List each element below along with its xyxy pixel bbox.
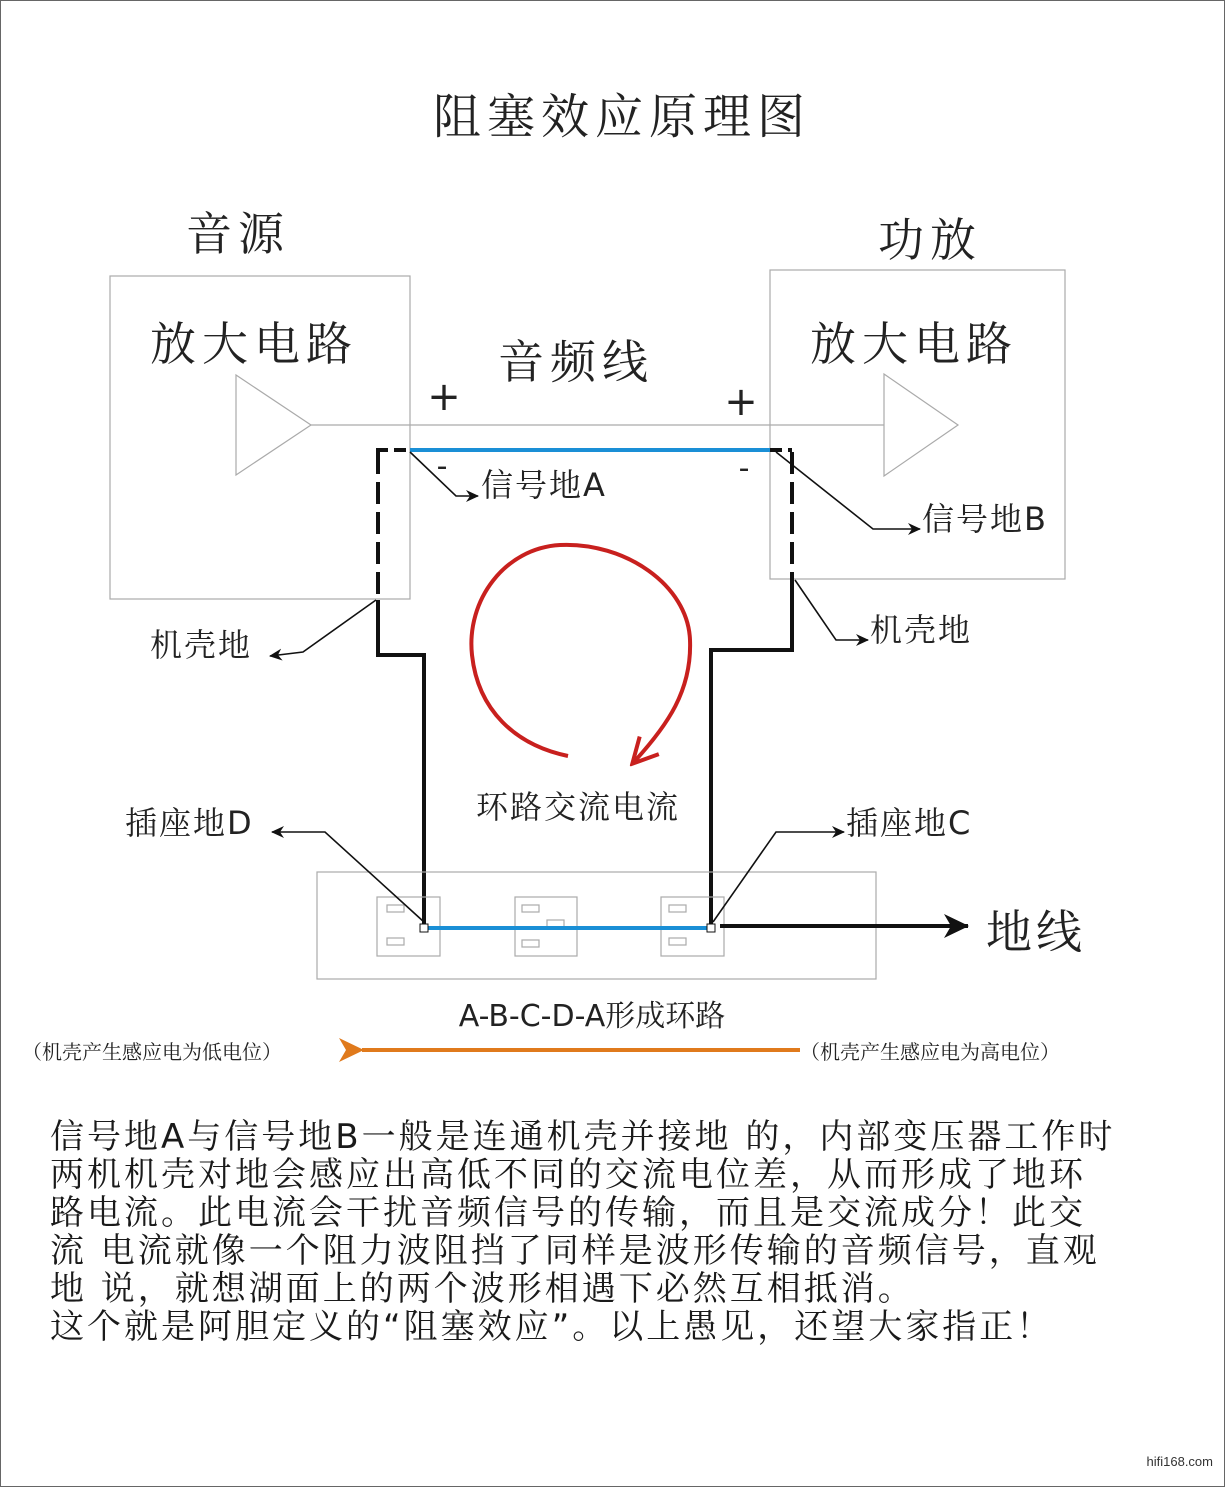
loop-formed-label: A-B-C-D-A形成环路 <box>458 999 726 1034</box>
explanation-line: 这个就是阿胆定义的“阻塞效应”。以上愚见，还望大家指正！ <box>50 1307 1054 1347</box>
amp-circuit-label: 放大电路 <box>810 317 1018 371</box>
plus-left: + <box>427 374 461 420</box>
signal-ground-b-label: 信号地B <box>922 500 1048 538</box>
ground-loop-wiring <box>376 450 792 928</box>
chassis-ground-left-label: 机壳地 <box>150 626 253 664</box>
leader-socket-ground-c <box>713 832 844 922</box>
socket-ground-c-label: 插座地C <box>846 804 973 842</box>
watermark: hifi168.com <box>1146 1454 1213 1469</box>
high-potential-label: （机壳产生感应电为高电位） <box>800 1040 1060 1064</box>
source-device-label: 音源 <box>186 207 290 261</box>
amp-amplifier-symbol <box>884 374 958 476</box>
signal-ground-a-label: 信号地A <box>481 466 607 504</box>
earth-wire-label: 地线 <box>986 905 1086 959</box>
explanation-line: 路电流。此电流会干扰音频信号的传输，而且是交流成分！此交 <box>50 1193 1086 1233</box>
leader-socket-ground-d <box>272 832 424 922</box>
audio-cable-label: 音频线 <box>498 335 654 389</box>
chassis-ground-right-label: 机壳地 <box>870 611 973 649</box>
plus-right: + <box>724 379 758 425</box>
leader-signal-ground-b <box>776 452 920 529</box>
leader-chassis-ground-left <box>270 600 376 656</box>
explanation-line: 流 电流就像一个阻力波阻挡了同样是波形传输的音频信号，直观 <box>50 1231 1100 1271</box>
explanation-line: 地 说，就想湖面上的两个波形相遇下必然互相抵消。 <box>50 1269 915 1309</box>
loop-current-arrow <box>471 545 690 763</box>
minus-left: - <box>436 449 448 484</box>
socket-ground-d-label: 插座地D <box>125 804 254 842</box>
loop-current-label: 环路交流电流 <box>475 788 681 826</box>
diagram-title: 阻塞效应原理图 <box>432 89 812 145</box>
leader-chassis-ground-right <box>795 580 868 640</box>
amp-device-label: 功放 <box>878 213 982 267</box>
explanation-line: 两机机壳对地会感应出高低不同的交流电位差，从而形成了地环 <box>50 1155 1086 1195</box>
explanation-line: 信号地A与信号地B一般是连通机壳并接地 的，内部变压器工作时 <box>50 1117 1116 1157</box>
low-potential-label: （机壳产生感应电为低电位） <box>22 1040 282 1064</box>
source-amplifier-symbol <box>236 375 311 475</box>
minus-right: - <box>738 451 750 486</box>
source-circuit-label: 放大电路 <box>150 317 358 371</box>
explanation-text <box>50 1118 1210 1346</box>
